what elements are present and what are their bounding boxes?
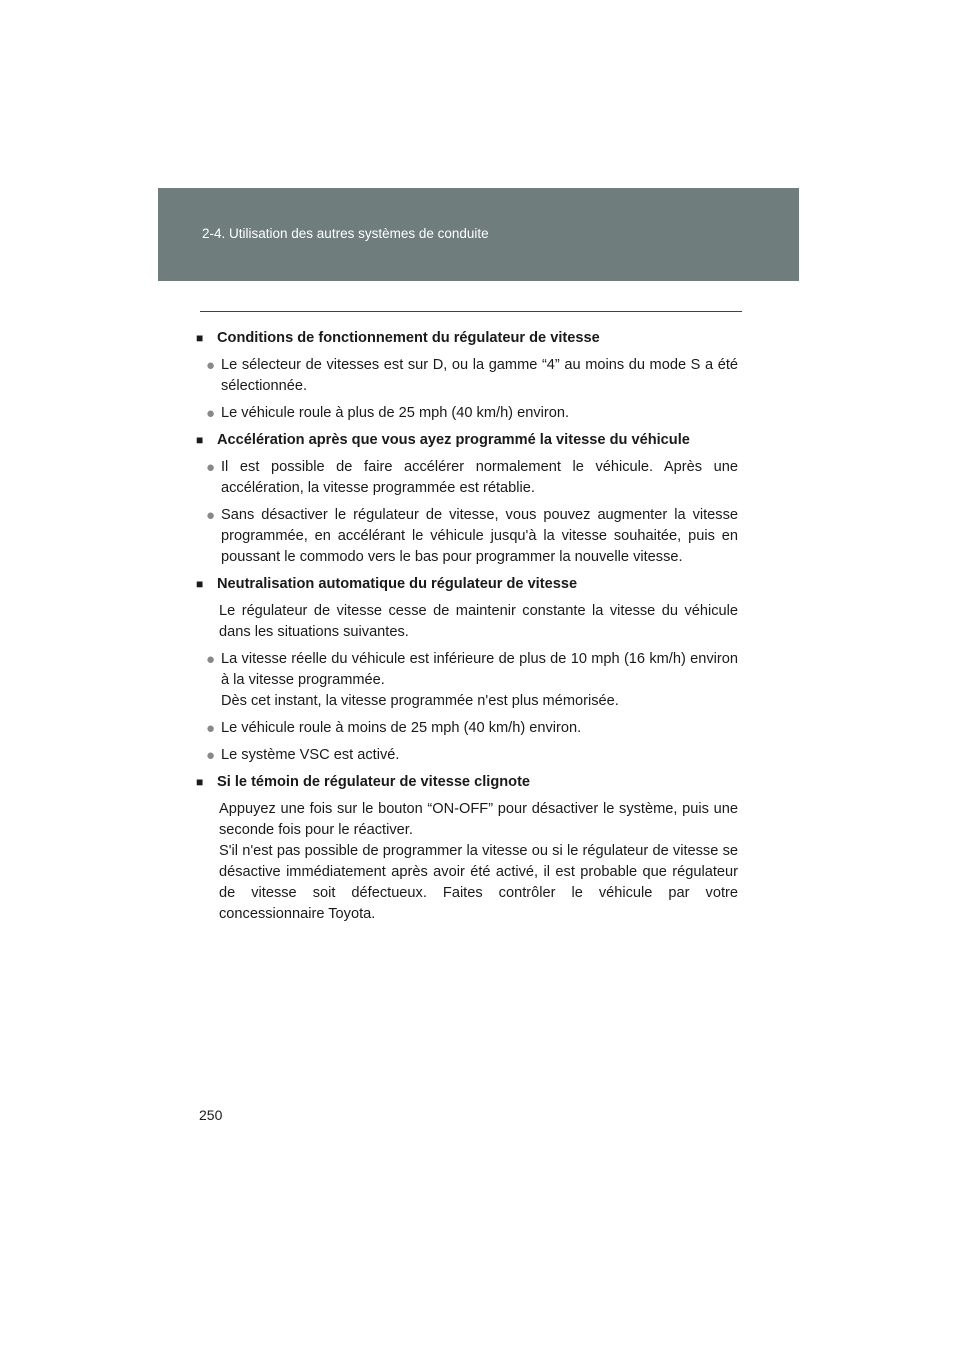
list-item: ● Le système VSC est activé.	[206, 747, 400, 764]
list-item: ● Le véhicule roule à moins de 25 mph (40 km/h) environ.	[206, 720, 582, 737]
square-bullet-icon: ■	[196, 577, 204, 591]
list-item: ● Le sélecteur de vitesses est sur D, ou la gamme “4” au moins du mode S a été sélectionnée.	[196, 355, 738, 397]
section-heading: ■ Neutralisation automatique du régulateur de vitesse	[196, 574, 738, 595]
bullet-icon: ●	[206, 405, 216, 422]
document-body	[196, 328, 738, 931]
square-bullet-icon: ■	[196, 775, 204, 789]
bullet-icon: ●	[206, 459, 216, 476]
bullet-icon: ●	[206, 507, 216, 524]
square-bullet-icon: ■	[196, 331, 204, 345]
paragraph: Le régulateur de vitesse cesse de maintenir constante la vitesse du véhicule dans les situations suivantes.	[219, 603, 738, 640]
section-heading: ■ Conditions de fonctionnement du régulateur de vitesse	[196, 328, 738, 349]
list-item: ● Le véhicule roule à plus de 25 mph (40 km/h) environ.	[206, 405, 570, 422]
section-header: 2-4. Utilisation des autres systèmes de conduite	[202, 226, 489, 241]
section-heading: ■ Si le témoin de régulateur de vitesse clignote	[196, 772, 738, 793]
divider	[200, 311, 742, 312]
bullet-icon: ●	[206, 357, 216, 374]
bullet-icon: ●	[206, 747, 216, 764]
page-number: 250	[199, 1107, 223, 1123]
paragraph: Appuyez une fois sur le bouton “ON-OFF” pour désactiver le système, puis une seconde fois pour le réactiver. S'il n'est pas possible de programmer la vitesse ou si le régulateur de vitesse se désactive immédiatement après avoir été activé, il est probable que régulateur de vitesse soit défectueux. Faites contrôler le véhicule par votre concessionnaire Toyota.	[219, 801, 738, 922]
header-band	[158, 188, 799, 281]
square-bullet-icon: ■	[196, 433, 204, 447]
list-item: ● Il est possible de faire accélérer normalement le véhicule. Après une accélération, la vitesse programmée est rétablie.	[196, 457, 738, 499]
bullet-icon: ●	[206, 651, 216, 668]
section-heading: ■ Accélération après que vous ayez programmé la vitesse du véhicule	[196, 430, 738, 451]
list-item: ● La vitesse réelle du véhicule est inférieure de plus de 10 mph (16 km/h) environ à la vitesse programmée. Dès cet instant, la vitesse programmée n'est plus mémorisée.	[196, 649, 738, 712]
list-item: ● Sans désactiver le régulateur de vitesse, vous pouvez augmenter la vitesse programmée, en accélérant le véhicule jusqu'à la vitesse souhaitée, puis en poussant le commodo vers le bas pour programmer la nouvelle vitesse.	[196, 505, 738, 568]
bullet-icon: ●	[206, 720, 216, 737]
